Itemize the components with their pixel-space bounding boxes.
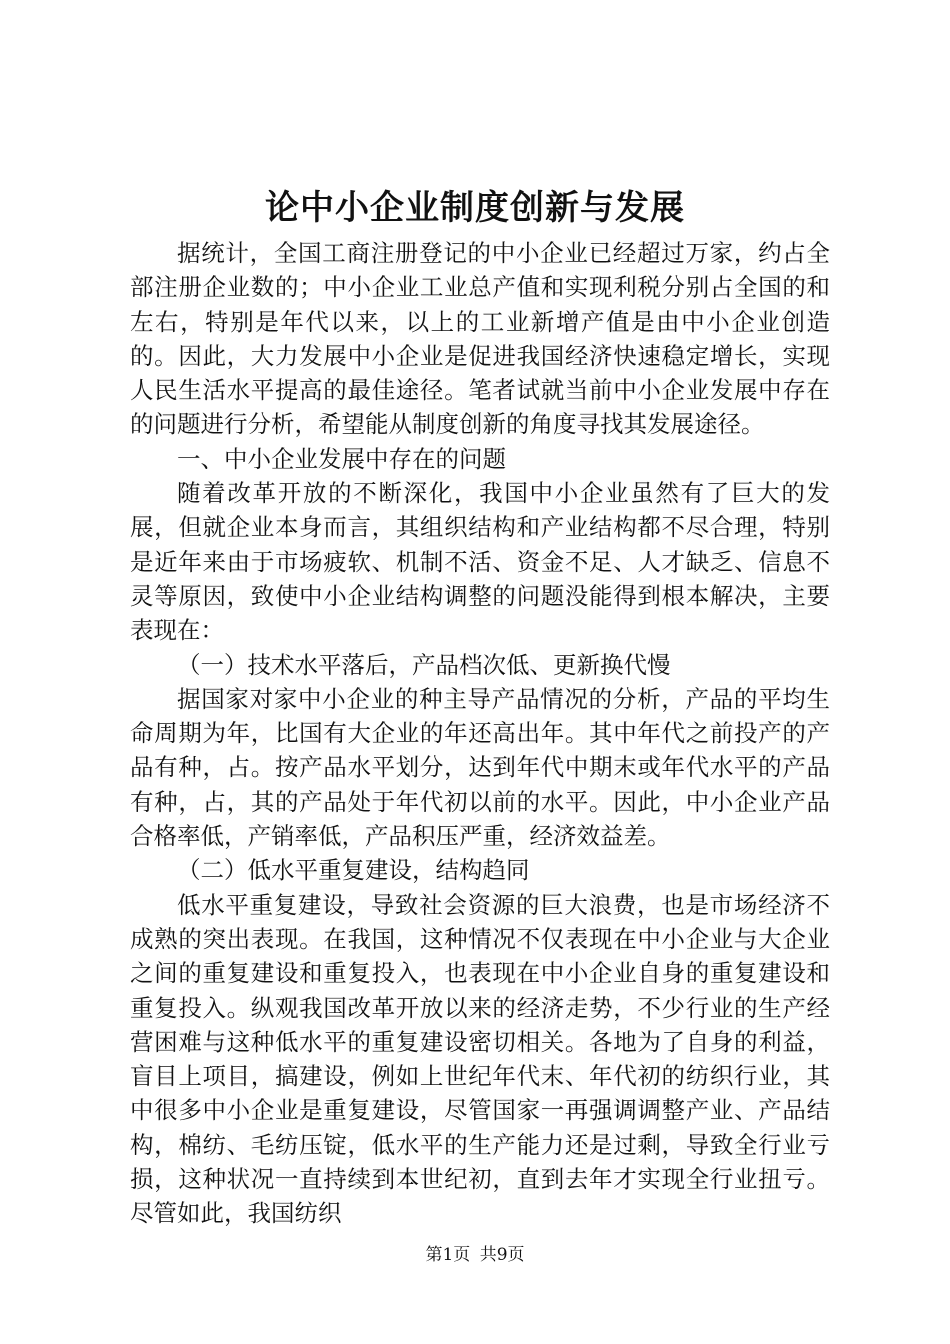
section-heading-1: 一、中小企业发展中存在的问题: [177, 444, 506, 473]
paragraph-section-1: 随着改革开放的不断深化，我国中小企业虽然有了巨大的发展，但就企业本身而言，其组织结构和产业结构都不尽合理，特别是近年来由于市场疲软、机制不活、资金不足、人才缺乏、信息不灵等原因，致使中小企业结构调整的问题没能得到根本解决，主要表现在：: [130, 479, 830, 645]
page-number: 第1页: [425, 1245, 471, 1265]
document-title: 论中小企业制度创新与发展: [265, 188, 685, 228]
page-footer: [0, 1244, 950, 1266]
page-total: 共9页: [479, 1245, 525, 1265]
document-body: [130, 236, 830, 1231]
paragraph-subsection-1: 据国家对家中小企业的种主导产品情况的分析，产品的平均生命周期为年，比国有大企业的年还高出年。其中年代之前投产的产品有种，占。按产品水平划分，达到年代中期末或年代水平的产品有种，占，其的产品处于年代初以前的水平。因此，中小企业产品合格率低，产销率低，产品积压严重，经济效益差。: [130, 684, 830, 851]
subsection-heading-2: （二）低水平重复建设，结构趋同: [177, 856, 530, 885]
subsection-heading-1: （一）技术水平落后，产品档次低、更新换代慢: [177, 650, 671, 679]
paragraph-subsection-2: 低水平重复建设，导致社会资源的巨大浪费，也是市场经济不成熟的突出表现。在我国，这种情况不仅表现在中小企业与大企业之间的重复建设和重复投入，也表现在中小企业自身的重复建设和重复投入。纵观我国改革开放以来的经济走势，不少行业的生产经营困难与这种低水平的重复建设密切相关。各地为了自身的利益，盲目上项目，搞建设，例如上世纪年代末、年代初的纺织行业，其中很多中小企业是重复建设，尽管国家一再强调调整产业、产品结构，棉纺、毛纺压锭，低水平的生产能力还是过剩，导致全行业亏损，这种状况一直持续到本世纪初，直到去年才实现全行业扭亏。尽管如此，我国纺织: [130, 890, 830, 1228]
paragraph-intro: 据统计，全国工商注册登记的中小企业已经超过万家，约占全部注册企业数的；中小企业工业总产值和实现利税分别占全国的和左右，特别是年代以来，以上的工业新增产值是由中小企业创造的。因此，大力发展中小企业是促进我国经济快速稳定增长，实现人民生活水平提高的最佳途径。笔者试就当前中小企业发展中存在的问题进行分析，希望能从制度创新的角度寻找其发展途径。: [130, 239, 830, 439]
